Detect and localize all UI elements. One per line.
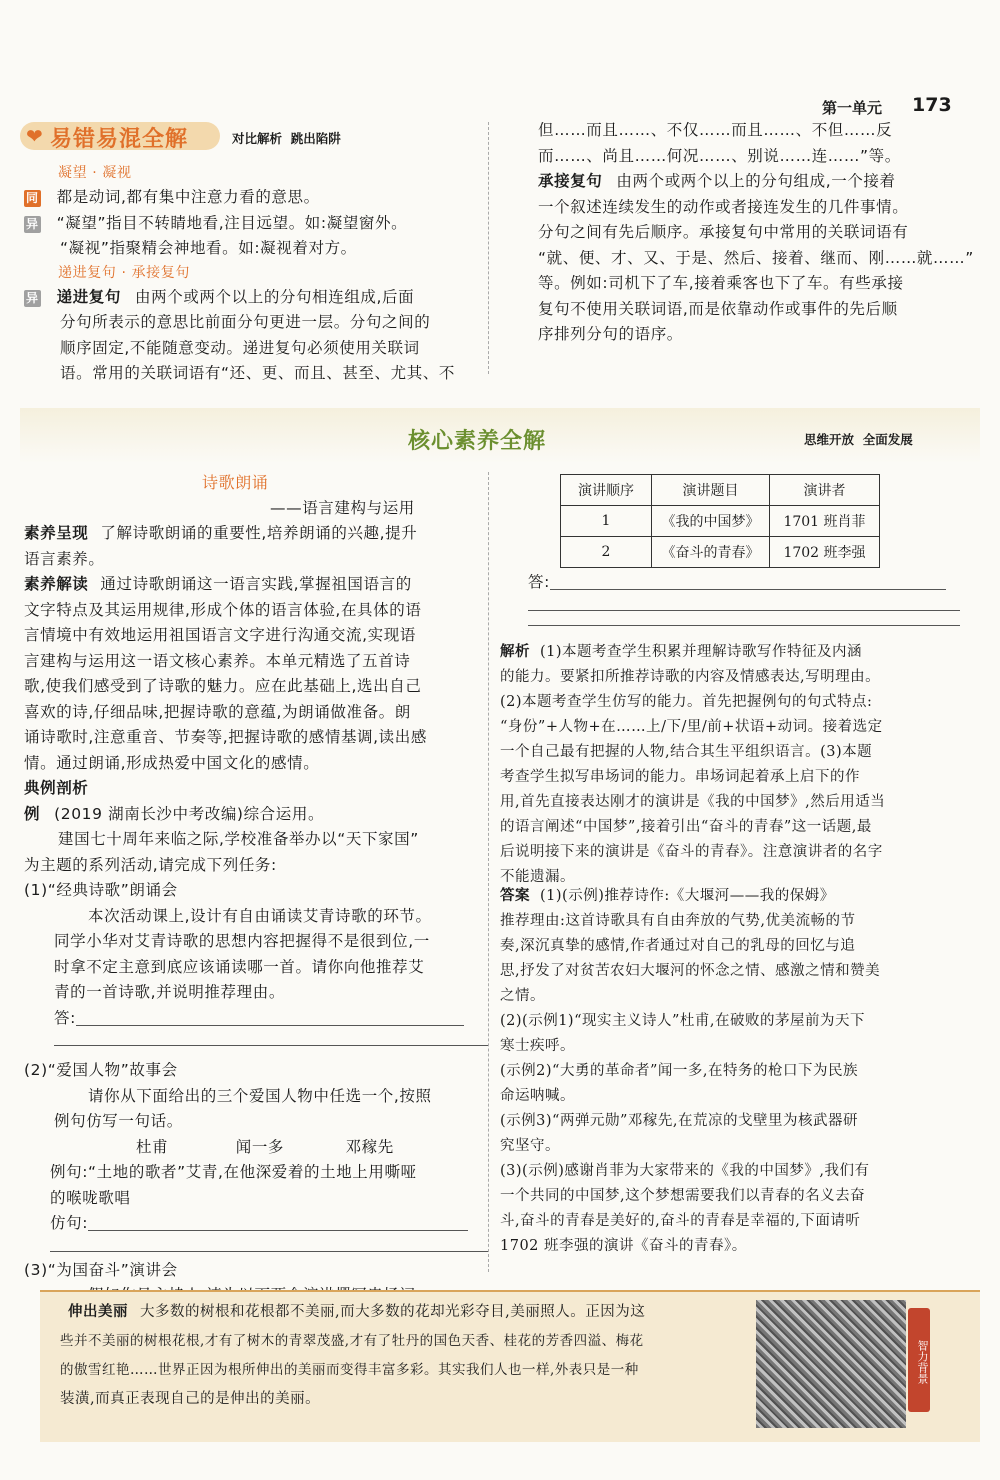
analysis-line: 用,首先直接表达刚才的演讲是《我的中国梦》,然后用适当 (500, 794, 886, 810)
pair2-line: 顺序固定,不能随意变动。递进复句必须使用关联词 (60, 338, 420, 357)
pair2-line: 由两个或两个以上的分句相连组成,后面 (135, 287, 415, 306)
table-cell: 1 (561, 506, 652, 537)
diff-tag: 异 (26, 216, 39, 231)
answer-line: 究坚守。 (500, 1138, 560, 1154)
footer-line: 大多数的树根和花根都不美丽,而大多数的花却光彩夺目,美丽照人。正因为这 (140, 1304, 646, 1320)
answer-label: 答: (528, 573, 550, 591)
answer-row (500, 884, 960, 909)
chengjie-term: 承接复句 (538, 172, 603, 190)
answer-first: (1)(示例)推荐诗作:《大堰河——我的保姆》 (540, 888, 835, 904)
analysis-line: 的能力。要紧扣所推荐诗歌的内容及情感表达,写明理由。 (500, 669, 881, 685)
right-answer-area (528, 570, 968, 626)
example-label: 例 (24, 804, 41, 823)
core-left (24, 470, 484, 1309)
diff-tag: 异 (26, 290, 39, 305)
pair2-term: 递进复句 (56, 287, 122, 306)
task3-title: (3)“为国奋斗”演讲会 (24, 1260, 178, 1279)
answer-line: 1702 班李强的演讲《奋斗的青春》。 (500, 1238, 747, 1254)
page-number: 173 (912, 94, 952, 116)
imitate-blank-line[interactable] (50, 1237, 488, 1252)
table-header-row (561, 475, 880, 506)
answer-line: 之情。 (500, 988, 545, 1004)
unit-label: 第一单元 (822, 99, 883, 117)
presentation-label: 素养呈现 (24, 524, 89, 542)
answer-line: (示例3)“两弹元勋”邓稼先,在荒凉的戈壁里为核武器研 (500, 1113, 858, 1129)
easy-mistake-title: 易错易混全解 (50, 127, 189, 152)
task1-line: 青的一首诗歌,并说明推荐理由。 (54, 983, 285, 1001)
pair1-same-text: 都是动词,都有集中注意力看的意思。 (56, 188, 320, 206)
interpretation-line: 诵诗歌时,注意重音、节奏等,把握诗歌的感情基调,读出感 (24, 728, 427, 746)
answer-label: 答: (54, 1008, 76, 1027)
analysis-line: 的语言阐述“中国梦”,接着引出“奋斗的青春”这一话题,最 (500, 819, 872, 835)
interpretation-label: 素养解读 (24, 575, 89, 593)
answer-line: (示例2)“大勇的革命者”闻一多,在特务的枪口下为民族 (500, 1063, 858, 1079)
pair1-same-row (24, 185, 484, 211)
answer-blank-line[interactable] (54, 1031, 488, 1046)
chengjie-line: 分句之间有先后顺序。承接复句中常用的关联词语有 (538, 223, 909, 241)
analysis-label: 解析 (500, 644, 530, 660)
example-row (24, 802, 484, 828)
answer-line: 命运呐喊。 (500, 1088, 575, 1104)
figure-name: 邓稼先 (345, 1137, 394, 1156)
table-cell: 2 (561, 537, 652, 568)
easy-mistake-right (538, 118, 978, 348)
task2-line: 请你从下面给出的三个爱国人物中任选一个,按照 (88, 1086, 432, 1105)
continuation-line: 而……、尚且……何况……、别说……连……”等。 (538, 146, 901, 165)
footer-row (60, 1298, 750, 1327)
imitate-blank[interactable] (88, 1216, 468, 1231)
pair1-title: 凝望 · 凝视 (58, 165, 132, 181)
footer-box (40, 1290, 980, 1442)
chengjie-line: 一个叙述连续发生的动作或者接连发生的几件事情。 (538, 197, 909, 216)
speech-table (560, 474, 880, 568)
chengjie-row (538, 169, 978, 195)
pair2-row-1 (24, 285, 484, 311)
analysis-line: 一个自己最有把握的人物,结合其生平组织语言。(3)本题 (500, 744, 873, 760)
answer-blank-line[interactable] (528, 596, 960, 611)
imitate-row (24, 1211, 484, 1237)
topic-title: 诗歌朗诵 (202, 473, 269, 492)
figure-name: 杜甫 (136, 1137, 169, 1156)
analysis-row (500, 640, 960, 665)
core-title: 核心素养全解 (408, 429, 547, 454)
interpretation-row (24, 572, 484, 598)
core-subtitle: 思维开放 全面发展 (804, 432, 913, 447)
example-intro: 建国七十周年来临之际,学校准备举办以“天下家国” (58, 830, 419, 848)
pair1-diff-line: “凝视”指聚精会神地看。如:凝视着对方。 (60, 239, 357, 257)
footer-photo (756, 1300, 906, 1428)
column-divider (488, 122, 489, 374)
interpretation-line: 情。通过朗诵,形成热爱中国文化的感情。 (24, 753, 320, 772)
table-header-cell: 演讲顺序 (561, 475, 652, 506)
presentation-line: 了解诗歌朗诵的重要性,培养朗诵的兴趣,提升 (100, 524, 418, 542)
footer-text (60, 1298, 750, 1414)
footer-line: 的傲雪红艳……世界正因为根所伸出的美丽而变得丰富多彩。其实我们人也一样,外表只是一种 (60, 1362, 639, 1378)
analysis-line: 后说明接下来的演讲是《奋斗的青春》。注意演讲者的名字 (500, 844, 883, 860)
answer-line: 奏,深沉真挚的感情,作者通过对自己的乳母的回忆与追 (500, 938, 856, 954)
table-row (561, 506, 880, 537)
example-source: (2019 湖南长沙中考改编)综合运用。 (54, 804, 325, 823)
pair1-diff-row-1 (24, 211, 484, 237)
task2-title: (2)“爱国人物”故事会 (24, 1061, 178, 1079)
task1-title: (1)“经典诗歌”朗诵会 (24, 881, 178, 899)
speech-table-wrap (560, 474, 880, 568)
footer-line: 些并不美丽的树根花根,才有了树木的青翠茂盛,才有了牡丹的国色天香、桂花的芳香四溢、梅花 (60, 1333, 644, 1349)
chengjie-line: 复句不使用关联词语,而是依靠动作或事件的先后顺 (538, 299, 898, 318)
interpretation-line: 言建构与运用这一语文核心素养。本单元精选了五首诗 (24, 651, 411, 670)
answer-line: 一个共同的中国梦,这个梦想需要我们以青春的名义去奋 (500, 1188, 866, 1204)
example-intro: 为主题的系列活动,请完成下列任务: (24, 855, 277, 874)
analysis-line: (1)本题考查学生积累并理解诗歌写作特征及内涵 (540, 644, 863, 660)
easy-mistake-subtitle: 对比解析 跳出陷阱 (232, 131, 341, 146)
table-cell: 1701 班肖菲 (770, 506, 880, 537)
analysis-line: 考查学生拟写串场词的能力。串场词起着承上启下的作 (500, 769, 860, 785)
answer-blank[interactable] (550, 575, 946, 590)
topic-subtitle: ——语言建构与运用 (270, 498, 415, 517)
answer-block (500, 884, 960, 1259)
pair2-title: 递进复句 · 承接复句 (58, 264, 190, 281)
figures-row (24, 1135, 484, 1161)
task1-line: 同学小华对艾青诗歌的思想内容把握得不是很到位,一 (54, 932, 430, 950)
imitate-label: 仿句: (50, 1214, 89, 1232)
easy-mistake-left (24, 162, 484, 387)
answer-line: (2)(示例1)“现实主义诗人”杜甫,在破败的茅屋前为天下 (500, 1013, 866, 1029)
footer-line: 装潢,而真正表现自己的是伸出的美丽。 (60, 1391, 321, 1407)
presentation-line: 语言素养。 (24, 549, 105, 568)
same-tag: 同 (26, 191, 39, 205)
analysis-line: (2)本题考查学生仿写的能力。首先把握例句的句式特点: (500, 694, 873, 710)
analysis-block (500, 640, 960, 890)
table-cell: 《奋斗的青春》 (652, 537, 770, 568)
example-heading: 典例剖析 (24, 779, 89, 797)
example-sentence: 的喉咙歌唱 (50, 1188, 131, 1207)
table-row (561, 537, 880, 568)
interpretation-line: 言情境中有效地运用祖国语言文字进行沟通交流,实现语 (24, 626, 416, 644)
task1-line: 时拿不定主意到底应该诵读哪一首。请你向他推荐艾 (54, 957, 425, 976)
pair1-diff-line: “凝望”指目不转睛地看,注目远望。如:凝望窗外。 (56, 213, 408, 232)
interpretation-line: 通过诗歌朗诵这一语言实践,掌握祖国语言的 (100, 575, 412, 593)
pair2-line: 分句所表示的意思比前面分句更进一层。分句之间的 (60, 313, 431, 331)
interpretation-line: 文字特点及其运用规律,形成个体的语言体验,在具体的语 (24, 600, 422, 619)
answer-line: (3)(示例)感谢肖菲为大家带来的《我的中国梦》,我们有 (500, 1163, 870, 1179)
interpretation-line: 喜欢的诗,仔细品味,把握诗歌的意蕴,为朗诵做准备。朗 (24, 702, 411, 721)
answer-blank[interactable] (76, 1011, 464, 1026)
footer-label: 伸出美丽 (68, 1304, 128, 1320)
answer-blank-line[interactable] (528, 611, 960, 626)
seal-text: 智力背景 (916, 1340, 929, 1384)
page-header (780, 93, 950, 119)
table-cell: 《我的中国梦》 (652, 506, 770, 537)
chengjie-line: “就、便、才、又、于是、然后、接着、继而、刚……就……” (538, 248, 974, 267)
table-cell: 1702 班李强 (770, 537, 880, 568)
column-divider (488, 472, 489, 1272)
task1-answer-row (24, 1006, 484, 1032)
analysis-line: “身份”+人物+在……上/下/里/前+状语+动词。接着选定 (500, 719, 883, 735)
interpretation-line: 歌,使我们感受到了诗歌的魅力。应在此基础上,选出自己 (24, 677, 422, 695)
answer-heading: 答案 (500, 888, 530, 904)
answer-line: 推荐理由:这首诗歌具有自由奔放的气势,优美流畅的节 (500, 913, 856, 929)
answer-line: 斗,奋斗的青春是美好的,奋斗的青春是幸福的,下面请听 (500, 1213, 861, 1229)
figure-name: 闻一多 (235, 1137, 285, 1156)
answer-line: 寒士疾呼。 (500, 1038, 575, 1054)
chengjie-line: 等。例如:司机下了车,接着乘客也下了车。有些承接 (538, 274, 904, 292)
presentation-row (24, 521, 484, 547)
continuation-line: 但……而且……、不仅……而且……、不但……反 (538, 121, 893, 139)
chengjie-line: 序排列分句的语序。 (538, 325, 683, 343)
example-sentence: 例句:“土地的歌者”艾青,在他深爱着的土地上用嘶哑 (50, 1163, 417, 1181)
task1-line: 本次活动课上,设计有自由诵读艾青诗歌的环节。 (88, 906, 432, 925)
pair2-line: 语。常用的关联词语有“还、更、而且、甚至、尤其、不 (60, 364, 456, 382)
table-header-cell: 演讲题目 (652, 475, 770, 506)
right-answer-row (528, 570, 968, 596)
answer-line: 思,抒发了对贫苦农妇大堰河的怀念之情、感激之情和赞美 (500, 963, 881, 979)
core-banner (20, 408, 980, 464)
analysis-line: 不能遗漏。 (500, 869, 575, 885)
easy-mistake-header (20, 120, 480, 154)
table-header-cell: 演讲者 (770, 475, 880, 506)
seal-stamp (908, 1308, 930, 1412)
chengjie-line: 由两个或两个以上的分句组成,一个接着 (616, 172, 896, 190)
task2-line: 例句仿写一句话。 (54, 1112, 183, 1130)
heart-icon: ❤ (26, 124, 43, 148)
